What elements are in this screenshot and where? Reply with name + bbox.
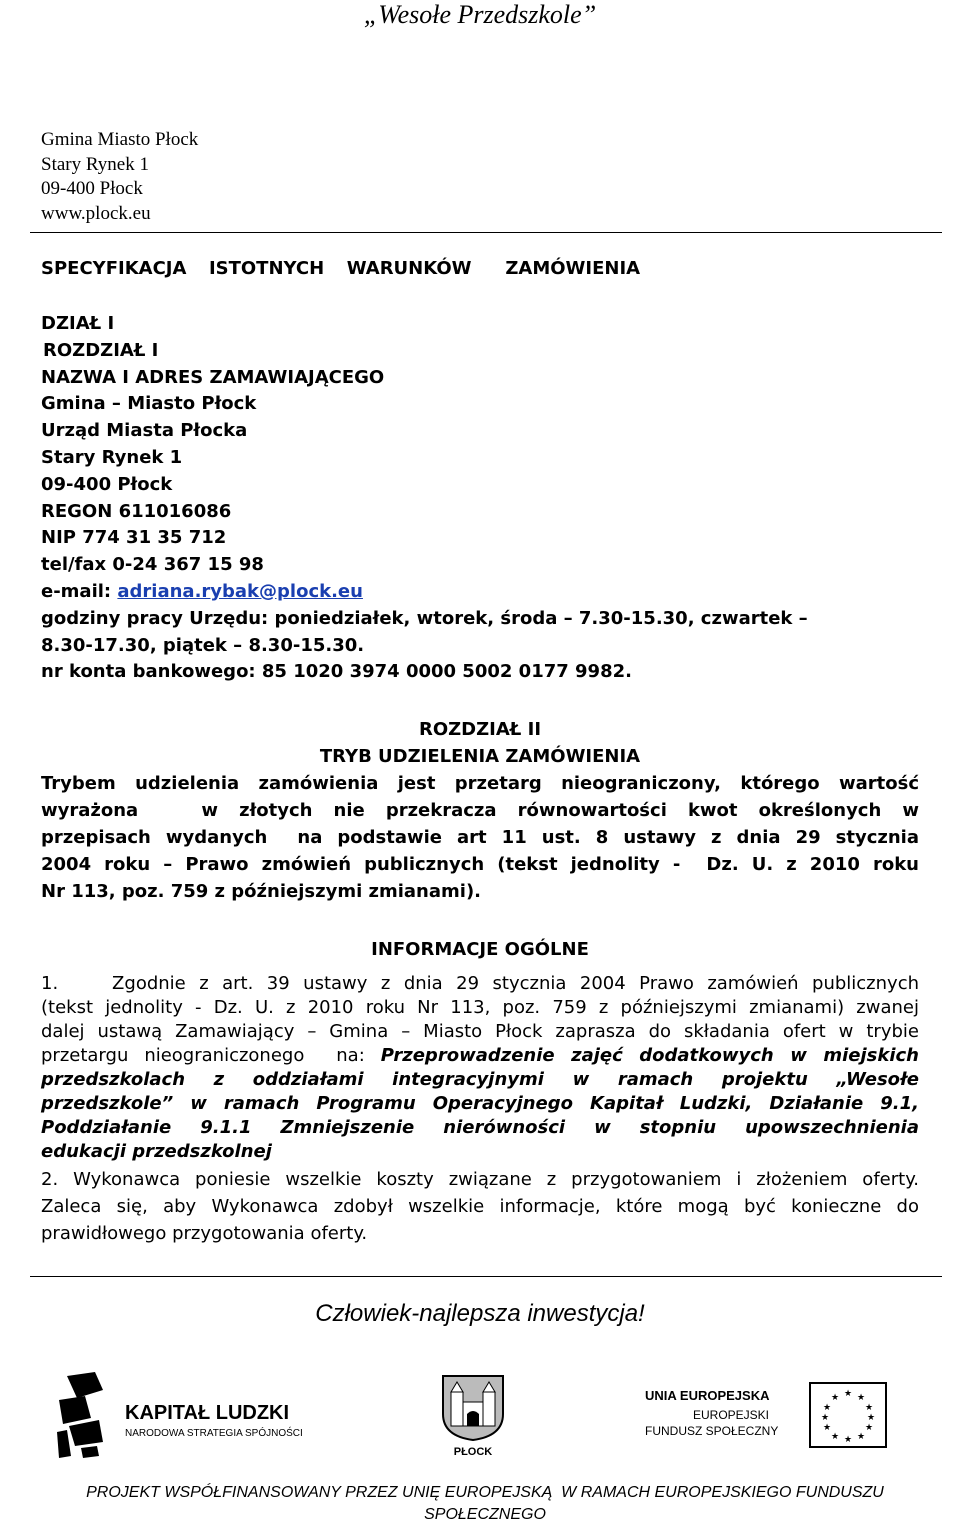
bank-account: nr konta bankowego: 85 1020 3974 0000 5002 0177 9982. (41, 661, 632, 683)
slogan: Człowiek-najlepsza inwestycja! (315, 1300, 645, 1327)
project-title: Przeprowadzenie zajęć dodatkowych w miejskich (380, 1045, 919, 1066)
email-label: e-mail: (41, 580, 118, 602)
paragraph-line: 2. Wykonawca poniesie wszelkie koszty związane z przygotowaniem i złożeniem oferty. (41, 1169, 919, 1190)
plock-label: PŁOCK (453, 1446, 493, 1458)
paragraph-line: (tekst jednolity - Dz. U. z 2010 roku Nr 113, poz. 759 z późniejszymi zmianami) zwanej (41, 997, 919, 1018)
footer-note (30, 1482, 940, 1526)
kapital-ludzki-title: KAPITAŁ LUDZKI (125, 1402, 290, 1424)
project-title-line: przedszkolach z oddziałami integracyjnymi w ramach projektu „Wesołe (41, 1069, 919, 1090)
eu-flag-icon (809, 1382, 887, 1448)
paragraph-line: wyrażona w złotych nie przekracza równowartości kwot określonych w (41, 800, 919, 821)
info-heading: INFORMACJE OGÓLNE (371, 939, 589, 960)
contact-line: REGON 611016086 (41, 500, 232, 522)
paragraph-line: Zaleca się, aby Wykonawca zdobył wszelkie informacje, które mogą być konieczne do (41, 1196, 919, 1217)
footer-line: SPOŁECZNEGO (424, 1506, 546, 1523)
footer-line: PROJEKT WSPÓŁFINANSOWANY PRZEZ UNIĘ EUROPEJSKĄ W RAMACH EUROPEJSKIEGO FUNDUSZU (86, 1484, 884, 1501)
svg-text:★: ★ (864, 1423, 874, 1433)
eu-title: UNIA EUROPEJSKA (645, 1388, 770, 1403)
address-line: 09-400 Płock (41, 178, 143, 199)
svg-text:★: ★ (864, 1403, 874, 1413)
kapital-ludzki-subtitle: NARODOWA STRATEGIA SPÓJNOŚCI (125, 1428, 303, 1439)
section-2 (41, 716, 919, 905)
plock-logo (438, 1374, 508, 1464)
kapital-ludzki-emblem-icon (55, 1372, 105, 1458)
header-address (41, 128, 198, 226)
paragraph-line: Nr 113, poz. 759 z późniejszymi zmianami). (41, 881, 482, 902)
contact-line: NIP 774 31 35 712 (41, 527, 227, 549)
svg-text:★: ★ (866, 1413, 876, 1423)
paragraph-line: dalej ustawą Zamawiający – Gmina – Miasto Płock zaprasza do składania ofert w trybie (41, 1021, 919, 1042)
email-line (41, 579, 921, 606)
svg-text:★: ★ (830, 1393, 840, 1403)
project-title-line: przedszkole” w ramach Programu Operacyjnego Kapitał Ludzki, Działanie 9.1, (41, 1093, 919, 1114)
spec-title: SPECYFIKACJA ISTOTNYCH WARUNKÓW ZAMÓWIENIA (41, 258, 641, 279)
address-line: www.plock.eu (41, 202, 151, 224)
section-heading: NAZWA I ADRES ZAMAWIAJĄCEGO (41, 366, 385, 388)
hours-line: godziny pracy Urzędu: poniedziałek, wtorek, środa – 7.30-15.30, czwartek – (41, 607, 808, 629)
eu-fund-line: EUROPEJSKI (693, 1408, 770, 1422)
contact-line: tel/fax 0-24 367 15 98 (41, 554, 264, 576)
contact-line: Urząd Miasta Płocka (41, 420, 248, 442)
hours-line: 8.30-17.30, piątek – 8.30-15.30. (41, 634, 365, 656)
header-divider (30, 232, 942, 233)
svg-text:★: ★ (820, 1413, 830, 1423)
section-heading: TRYB UDZIELENIA ZAMÓWIENIA (319, 746, 641, 767)
eu-fund-line: FUNDUSZ SPOŁECZNY (645, 1424, 779, 1438)
eu-logo (645, 1382, 890, 1452)
svg-text:★: ★ (843, 1389, 853, 1399)
document-header-title: „Wesołe Przedszkole” (363, 0, 597, 29)
paragraph-line (41, 1044, 919, 1068)
paragraph-line: 1. Zgodnie z art. 39 ustawy z dnia 29 stycznia 2004 Prawo zamówień publicznych (41, 973, 919, 994)
project-title-line: edukacji przedszkolnej (41, 1141, 272, 1162)
dzial-heading: DZIAŁ I (41, 313, 115, 334)
svg-text:★: ★ (822, 1423, 832, 1433)
plock-coat-of-arms-icon (441, 1374, 505, 1442)
section-1 (41, 311, 921, 686)
svg-text:★: ★ (830, 1432, 840, 1442)
svg-text:★: ★ (856, 1393, 866, 1403)
paragraph-line: 2004 roku – Prawo zmówień publicznych (tekst jednolity - Dz. U. z 2010 roku (41, 854, 919, 875)
paragraph-line: Trybem udzielenia zamówienia jest przetarg nieograniczony, którego wartość (41, 773, 919, 794)
kapital-ludzki-logo (55, 1372, 325, 1462)
svg-text:★: ★ (822, 1403, 832, 1413)
rozdzial-heading: ROZDZIAŁ I (43, 339, 159, 361)
address-line: Gmina Miasto Płock (41, 129, 199, 150)
address-line: Stary Rynek 1 (41, 153, 149, 175)
project-title-line: Poddziałanie 9.1.1 Zmniejszenie nierówności w stopniu upowszechnienia (41, 1117, 919, 1138)
contact-line: 09-400 Płock (41, 473, 173, 495)
general-info (41, 938, 919, 1246)
svg-text:★: ★ (856, 1432, 866, 1442)
contact-line: Stary Rynek 1 (41, 446, 183, 468)
rozdzial-heading: ROZDZIAŁ II (418, 719, 542, 740)
contact-line: Gmina – Miasto Płock (41, 393, 257, 415)
paragraph-text: przetargu nieograniczonego na: (41, 1045, 381, 1066)
svg-text:★: ★ (843, 1435, 853, 1445)
paragraph-line: prawidłowego przygotowania oferty. (41, 1223, 368, 1244)
paragraph-line: przepisach wydanych na podstawie art 11 ust. 8 ustawy z dnia 29 stycznia (41, 827, 919, 848)
footer-divider (30, 1276, 942, 1277)
email-link[interactable]: adriana.rybak@plock.eu (117, 580, 363, 602)
